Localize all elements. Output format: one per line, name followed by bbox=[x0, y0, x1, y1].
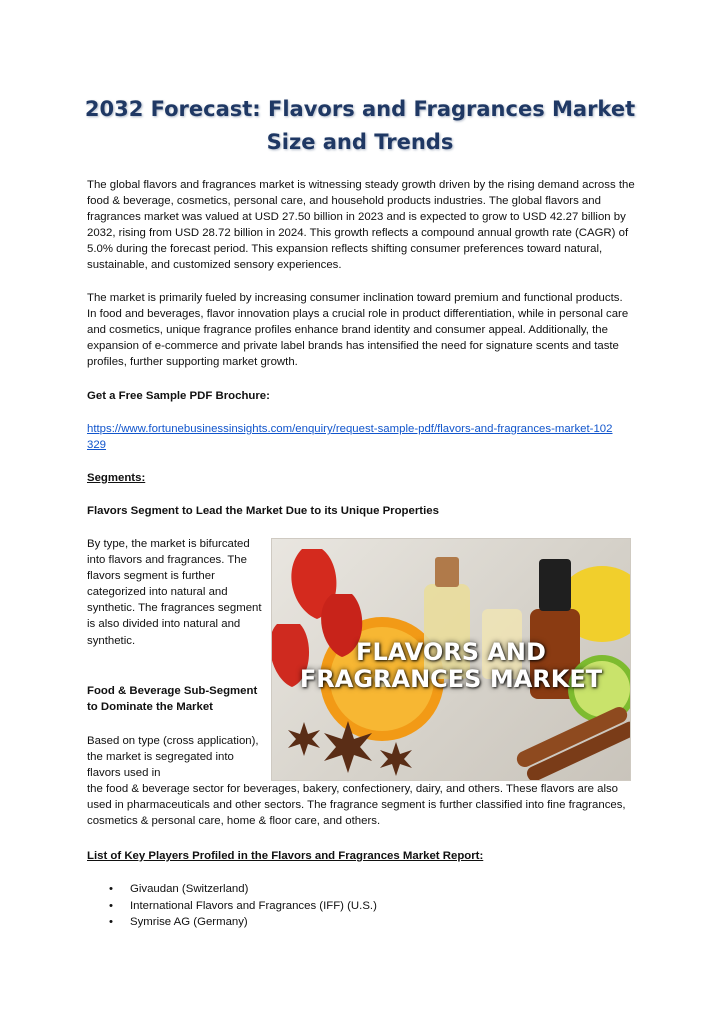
list-item bbox=[87, 898, 377, 915]
player-name: International Flavors and Fragrances (IFF) (U.S.) bbox=[130, 899, 377, 912]
segments-heading: Segments: bbox=[87, 472, 146, 484]
bullet-glyph: • bbox=[109, 899, 113, 912]
brochure-link[interactable]: https://www.fortunebusinessinsights.com/enquiry/request-sample-pdf/flavors-and-fragrances-market-102329 bbox=[87, 423, 613, 452]
player-name: Givaudan (Switzerland) bbox=[130, 883, 249, 895]
bullet-glyph: • bbox=[109, 916, 113, 928]
list-item bbox=[87, 881, 377, 898]
key-players-list bbox=[87, 881, 377, 931]
drivers-paragraph: The market is primarily fueled by increasing consumer inclination toward premium and functional products. In food and beverages, flavor innovation plays a crucial role in product differentiation, while in personal care and cosmetics, unique fragrance profiles enhance brand identity and consumer appeal. Additionally, the expansion of e-commerce and private label brands has intensified the need for signature scents and taste profiles, further supporting market growth. bbox=[87, 292, 629, 369]
image-caption-line-1: FLAVORS AND bbox=[356, 638, 546, 666]
intro-paragraph: The global flavors and fragrances market is witnessing steady growth driven by the rising demand across the food & beverage, cosmetics, personal care, and household products industries. The global flavors and fragrances market was valued at USD 27.50 billion in 2023 and is expected to grow to USD 42.27 billion by 2032, rising from USD 28.72 billion in 2024. This growth reflects a compound annual growth rate (CAGR) of 5.0% during the forecast period. This expansion reflects shifting consumer preferences toward natural, sustainable, and customized sensory experiences. bbox=[87, 179, 635, 272]
player-name: Symrise AG (Germany) bbox=[130, 916, 248, 928]
brochure-heading: Get a Free Sample PDF Brochure: bbox=[87, 390, 270, 402]
list-item bbox=[87, 914, 377, 931]
flavors-fragrances-image bbox=[271, 538, 631, 781]
application-paragraph-start: Based on type (cross application), the market is segregated into flavors used in bbox=[87, 735, 259, 780]
application-paragraph-continued: the food & beverage sector for beverages, bakery, confectionery, dairy, and others. These flavors are also used in pharmaceuticals and other sectors. The fragrance segment is further classified into fine fragrances, cosmetics & personal care, home & floor care, and others. bbox=[87, 783, 626, 828]
key-players-heading: List of Key Players Profiled in the Flavors and Fragrances Market Report: bbox=[87, 850, 484, 862]
image-caption-line-2: FRAGRANCES MARKET bbox=[299, 665, 603, 693]
flavors-segment-heading: Flavors Segment to Lead the Market Due to its Unique Properties bbox=[87, 505, 439, 517]
food-beverage-heading: Food & Beverage Sub-Segment to Dominate the Market bbox=[87, 685, 258, 714]
title-line-2: Size and Trends bbox=[266, 130, 454, 154]
page-title bbox=[80, 93, 640, 159]
title-line-1: 2032 Forecast: Flavors and Fragrances Market bbox=[84, 97, 636, 121]
bullet-glyph: • bbox=[109, 883, 113, 895]
by-type-paragraph: By type, the market is bifurcated into flavors and fragrances. The flavors segment is further categorized into natural and synthetic. The fragrances segment is also divided into natural and synthetic. bbox=[87, 538, 262, 647]
